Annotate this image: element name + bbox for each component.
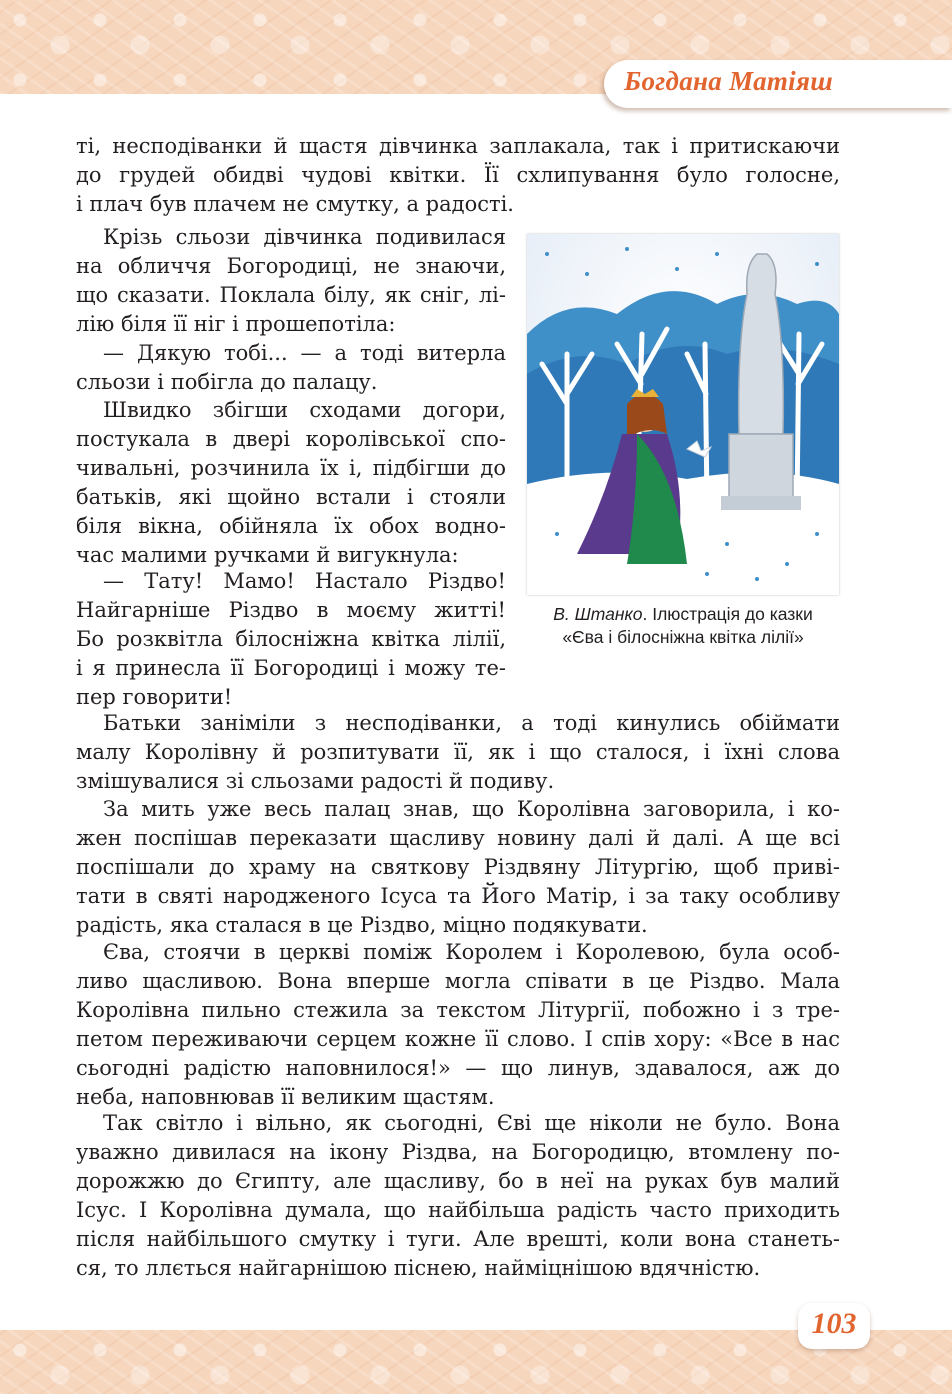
text-line: Так світло і вільно, як сьогодні, Єві ще ніколи не було. Вона	[103, 1111, 840, 1135]
caption-text: . Ілюстрація до казки	[642, 604, 813, 624]
illustration-image	[527, 234, 839, 595]
text-line: Єва, стоячи в церкві поміж Королем і Королевою, була особ-	[103, 940, 840, 964]
paragraph-8	[76, 938, 840, 1112]
illustration-caption	[518, 603, 848, 649]
text-line: лію біля її ніг і прошепотіла:	[76, 312, 396, 336]
text-line: чивальні, розчинила їх і, підбігши до	[76, 456, 506, 480]
text-line: малу Королівну й розпитувати її, як і що сталося, і їхні слова	[76, 740, 840, 764]
text-line: на обличчя Богородиці, не знаючи,	[76, 254, 506, 278]
text-line: ся, то ллється найгарнішою піснею, найміцнішою вдячністю.	[76, 1256, 761, 1280]
text-line: жен поспішав переказати щасливу новину далі й далі. А ще всі	[76, 826, 840, 850]
text-line: неба, наповнював її великим щастям.	[76, 1085, 495, 1109]
text-line: уважно дивилася на ікону Різдва, на Богородицю, втомлену по-	[76, 1140, 840, 1164]
text-line: Найгарніше Різдво в моєму житті!	[76, 598, 506, 622]
text-line: біля вікна, обійняла їх обох водно-	[76, 514, 506, 538]
paragraph-6	[76, 709, 840, 796]
text-line: батьків, які щойно встали і стояли	[76, 485, 506, 509]
paragraph-9	[76, 1109, 840, 1283]
paragraph-5	[76, 567, 506, 712]
text-line: дорожжю до Єгипту, але щасливу, бо в неї на руках був малий	[76, 1169, 840, 1193]
paragraph-4	[76, 396, 506, 570]
text-line: Швидко збігши сходами догори,	[103, 398, 506, 422]
text-line: Батьки заніміли з несподіванки, а тоді кинулись обіймати	[103, 711, 840, 735]
text-line: час малими ручками й вигукнула:	[76, 543, 459, 567]
page-number: 103	[811, 1307, 857, 1340]
text-line: змішувалися зі сльозами радості й подиву.	[76, 769, 555, 793]
text-line: сльози і побігла до палацу.	[76, 370, 378, 394]
winter-scene-icon	[527, 234, 839, 595]
text-line: і плач був плачем не смутку, а радості.	[76, 192, 514, 216]
text-line: За мить уже весь палац знав, що Королівна заговорила, і ко-	[103, 797, 840, 821]
text-line: поспішали до храму на святкову Різдвяну Літургію, щоб приві-	[76, 855, 840, 879]
text-line: і я принесла її Богородиці і можу те-	[76, 656, 506, 680]
paragraph-1	[76, 132, 840, 219]
text-line: — Дякую тобі... — а тоді витерла	[103, 341, 506, 365]
paragraph-7	[76, 795, 840, 940]
text-line: Крізь сльози дівчинка подивилася	[103, 225, 506, 249]
text-line: петом переживаючи серцем кожне її слово. І спів хору: «Все в нас	[76, 1027, 840, 1051]
caption-title: «Єва і білосніжна квітка лілії»	[562, 627, 804, 647]
text-line: — Тату! Мамо! Настало Різдво!	[103, 569, 506, 593]
text-line: Королівна пильно стежила за текстом Літургії, побожно і з тре-	[76, 998, 840, 1022]
text-line: Ісус. І Королівна думала, що найбільша радість часто приходить	[76, 1198, 840, 1222]
text-line: ливо щасливою. Вона вперше могла співати в це Різдво. Мала	[76, 969, 840, 993]
text-line: пер говорити!	[76, 685, 233, 709]
text-line: сьогодні радістю наповнилося!» — що линув, здавалося, аж до	[76, 1056, 840, 1080]
text-line: ті, несподіванки й щастя дівчинка заплакала, так і притискаючи	[76, 134, 840, 158]
paragraph-2	[76, 223, 506, 339]
text-line: Бо розквітла білосніжна квітка лілії,	[76, 627, 506, 651]
author-name: Богдана Матіяш	[624, 66, 833, 96]
text-line: до грудей обидві чудові квітки. Її схлипування було голосне,	[76, 163, 840, 187]
paragraph-3	[76, 339, 506, 397]
text-line: радість, яка сталася в це Різдво, міцно подякувати.	[76, 913, 648, 937]
text-line: що сказати. Поклала білу, як сніг, лі-	[76, 283, 506, 307]
text-line: постукала в двері королівської спо-	[76, 427, 506, 451]
text-line: тати в святі народженого Ісуса та Його Матір, і за таку особливу	[76, 884, 840, 908]
caption-author: В. Штанко	[553, 604, 643, 624]
text-line: після найбільшого смутку і туги. Але врешті, коли вона станеть-	[76, 1227, 840, 1251]
